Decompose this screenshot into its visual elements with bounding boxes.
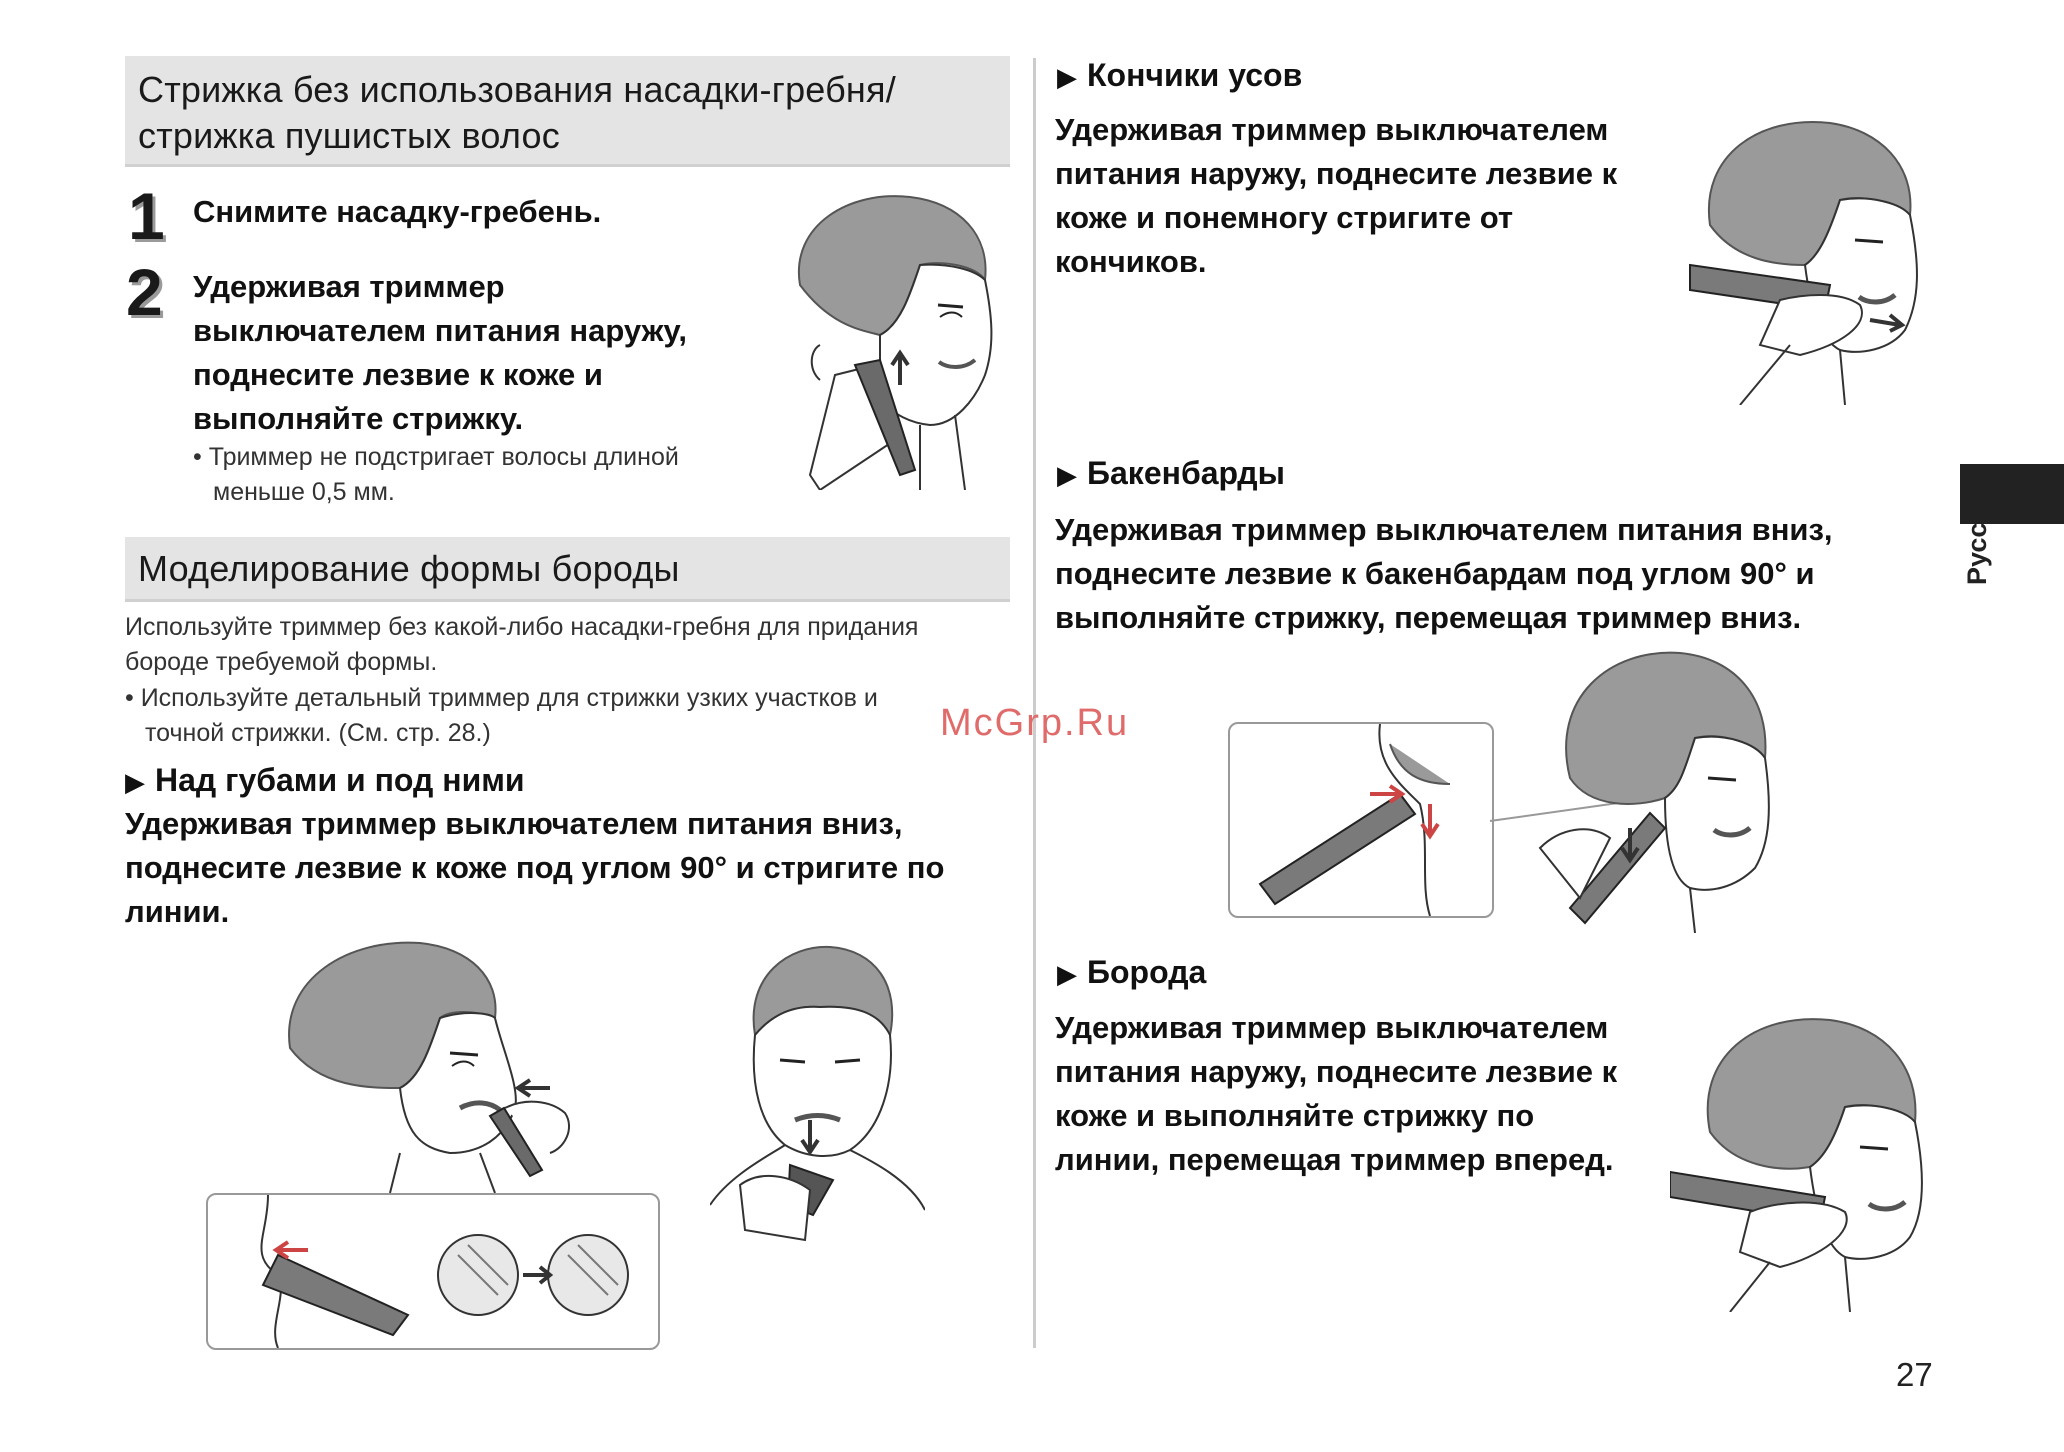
mustache-title: Кончики усов bbox=[1087, 57, 1303, 93]
sideburns-line: выполняйте стрижку, перемещая триммер вниз. bbox=[1055, 600, 1802, 635]
mustache-text bbox=[1055, 108, 1617, 284]
illustration-lips-front bbox=[710, 945, 925, 1245]
section-title-line1: Стрижка без использования насадки-гребня/ bbox=[138, 69, 896, 110]
watermark: McGrp.Ru bbox=[940, 702, 1130, 744]
sideburns-line: Удерживая триммер выключателем питания вниз, bbox=[1055, 512, 1833, 547]
mustache-line: кончиков. bbox=[1055, 244, 1207, 279]
lips-line: линии. bbox=[125, 894, 230, 929]
illustration-sideburns bbox=[1510, 648, 1775, 933]
mustache-line: Удерживая триммер выключателем bbox=[1055, 112, 1609, 147]
page-number: 27 bbox=[1896, 1356, 1933, 1393]
mustache-subheading bbox=[1057, 55, 1302, 97]
step-2-line: поднесите лезвие к коже и bbox=[193, 357, 603, 392]
illustration-trimming-side bbox=[760, 185, 1000, 490]
beard-text bbox=[1055, 1006, 1617, 1182]
inset-lips-detail bbox=[206, 1193, 660, 1350]
bullet-line: точной стрижки. (См. стр. 28.) bbox=[145, 719, 491, 747]
mustache-line: коже и понемногу стригите от bbox=[1055, 200, 1514, 235]
step-2-line: Удерживая триммер bbox=[193, 269, 505, 304]
lips-text bbox=[125, 802, 944, 934]
illustration-mustache-tips bbox=[1680, 115, 1925, 405]
step-2-note bbox=[193, 440, 679, 510]
lips-subheading bbox=[125, 760, 525, 802]
bullet-line: • Используйте детальный триммер для стрижки узких участков и bbox=[125, 684, 878, 712]
note-line: меньше 0,5 мм. bbox=[213, 478, 395, 506]
section-title-line2: стрижка пушистых волос bbox=[138, 115, 560, 156]
beard-title: Борода bbox=[1087, 954, 1207, 990]
intro-line: Используйте триммер без какой-либо насадки-гребня для придания bbox=[125, 613, 919, 641]
illustration-lips-profile bbox=[280, 938, 590, 1193]
step-2-line: выключателем питания наружу, bbox=[193, 313, 688, 348]
beard-bullet bbox=[125, 681, 878, 751]
beard-line: коже и выполняйте стрижку по bbox=[1055, 1098, 1535, 1133]
beard-line: питания наружу, поднесите лезвие к bbox=[1055, 1054, 1618, 1089]
sideburns-title: Бакенбарды bbox=[1087, 455, 1285, 491]
beard-intro bbox=[125, 610, 918, 680]
step-number-1: 1 bbox=[128, 179, 165, 253]
language-tab-label: Русский bbox=[1962, 475, 1992, 585]
lips-title: Над губами и под ними bbox=[155, 762, 525, 798]
sideburns-line: поднесите лезвие к бакенбардам под углом 90° и bbox=[1055, 556, 1815, 591]
triangle-bullet-icon: ▶ bbox=[1057, 460, 1077, 490]
sideburns-text bbox=[1055, 508, 1833, 640]
step-1-text: Снимите насадку-гребень. bbox=[193, 194, 602, 229]
beard-line: Удерживая триммер выключателем bbox=[1055, 1010, 1609, 1045]
triangle-bullet-icon: ▶ bbox=[125, 767, 145, 797]
beard-line: линии, перемещая триммер вперед. bbox=[1055, 1142, 1614, 1177]
step-2-text bbox=[193, 265, 687, 441]
intro-line: бороде требуемой формы. bbox=[125, 648, 438, 676]
inset-sideburn-detail bbox=[1228, 722, 1494, 918]
lips-line: поднесите лезвие к коже под углом 90° и стригите по bbox=[125, 850, 945, 885]
triangle-bullet-icon: ▶ bbox=[1057, 62, 1077, 92]
step-number-2: 2 bbox=[126, 255, 163, 329]
sideburns-subheading bbox=[1057, 453, 1285, 495]
section-title-beard: Моделирование формы бороды bbox=[138, 548, 680, 589]
lips-line: Удерживая триммер выключателем питания вниз, bbox=[125, 806, 903, 841]
beard-subheading bbox=[1057, 952, 1206, 994]
triangle-bullet-icon: ▶ bbox=[1057, 959, 1077, 989]
illustration-beard bbox=[1670, 1012, 1930, 1312]
mustache-line: питания наружу, поднесите лезвие к bbox=[1055, 156, 1618, 191]
step-2-line: выполняйте стрижку. bbox=[193, 401, 524, 436]
note-line: • Триммер не подстригает волосы длиной bbox=[193, 443, 679, 471]
